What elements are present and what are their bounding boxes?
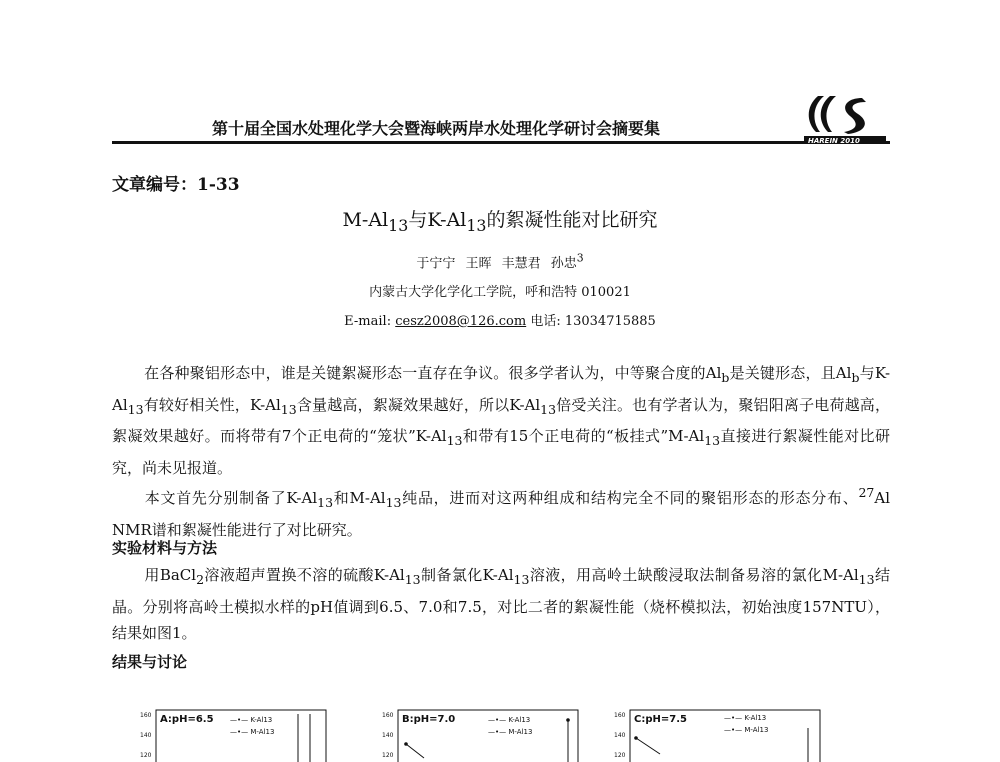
author: 孙忠$^3$ — [550, 252, 584, 272]
y-tick-label: 120 — [614, 752, 626, 759]
paragraph-methods: 用BaCl$_2$溶液超声置换不溶的硫酸$K-Al_{13}$制备氯化$K-Al_{13}$溶液，用高岭土缺酸浸取法制备易溶的氯化$M-Al_{13}$结晶。分别将高岭土模拟水样的pH值调到6.5、7.0和7.5，对比二者的絮凝性能（烧杯模拟法，初始浊度157NTU），结果如图1。 — [112, 566, 890, 642]
figure-panel-c — [612, 700, 832, 762]
proceedings-header: 第十届全国水处理化学大会暨海峡两岸水处理化学研讨会摘要集 — [211, 119, 660, 138]
y-tick-label: 160 — [140, 712, 152, 719]
y-tick-label: 140 — [140, 732, 152, 739]
y-tick-label: 160 — [614, 712, 626, 719]
section-heading-results: 结果与讨论 — [112, 653, 188, 671]
header-rule — [112, 141, 890, 144]
legend — [488, 714, 532, 738]
legend-entry: —•— K-Al13 — [488, 716, 531, 724]
legend-entry: —•— K-Al13 — [724, 714, 767, 722]
y-tick-label: 120 — [140, 752, 152, 759]
email-link[interactable]: cesz2008@126.com — [395, 314, 527, 329]
legend-entry: —•— K-Al13 — [230, 716, 273, 724]
phone: 电话: 13034715885 — [530, 314, 656, 329]
legend-entry: —•— M-Al13 — [724, 726, 769, 734]
section-heading-methods: 实验材料与方法 — [112, 539, 218, 557]
y-tick-label: 140 — [614, 732, 626, 739]
y-tick-label: 120 — [382, 752, 394, 759]
legend-entry: —•— M-Al13 — [230, 728, 275, 736]
panel-label: A:pH=6.5 — [160, 714, 214, 725]
y-tick-label: 140 — [382, 732, 394, 739]
y-tick-label: 160 — [382, 712, 394, 719]
author: 王晖 — [465, 256, 492, 272]
legend — [724, 712, 768, 736]
email-label: E-mail: — [344, 314, 392, 329]
author-list — [0, 252, 1000, 271]
figure-panel-b — [380, 700, 600, 762]
panel-label: B:pH=7.0 — [402, 714, 456, 725]
article-number: 文章编号：1-33 — [112, 175, 240, 195]
conference-logo — [800, 92, 888, 146]
figure-panel-a — [138, 700, 358, 762]
legend-entry: —•— M-Al13 — [488, 728, 533, 736]
panel-label: C:pH=7.5 — [634, 714, 687, 725]
affiliation: 内蒙古大学化学化工学院，呼和浩特 010021 — [369, 285, 631, 300]
contact-line — [0, 310, 1000, 329]
legend — [230, 714, 274, 738]
paragraph-aim: 本文首先分别制备了$K-Al_{13}$和$M-Al_{13}$纯品，进而对这两种组成和结构完全不同的聚铝形态的形态分布、$^{27}$Al NMR谱和絮凝性能进行了对比研究。 — [112, 485, 890, 539]
logo-text: HAREIN 2010 — [808, 137, 860, 145]
author: 于宁宁 — [416, 256, 456, 272]
paragraph-intro: 在各种聚铝形态中，谁是关键絮凝形态一直存在争议。很多学者认为，中等聚合度的$Al_b$是关键形态，且$Al_b$与$K-Al_{13}$有较好相关性，$K-Al_{13}$含量越高，絮凝效果越好，所以$K-Al_{13}$倍受关注。也有学者认为，聚铝阳离子电荷越高，絮凝效果越好。而将带有7个正电荷的“笼状$”K-Al_{13}$和带有15个正电荷的“板挂式$”M-Al_{13}$直接进行絮凝性能对比研究，尚未见报道。 — [112, 364, 891, 477]
author: 丰慧君 — [501, 256, 541, 272]
article-title: $M-Al_{13}$与$K-Al_{13}$的絮凝性能对比研究 — [342, 209, 658, 235]
